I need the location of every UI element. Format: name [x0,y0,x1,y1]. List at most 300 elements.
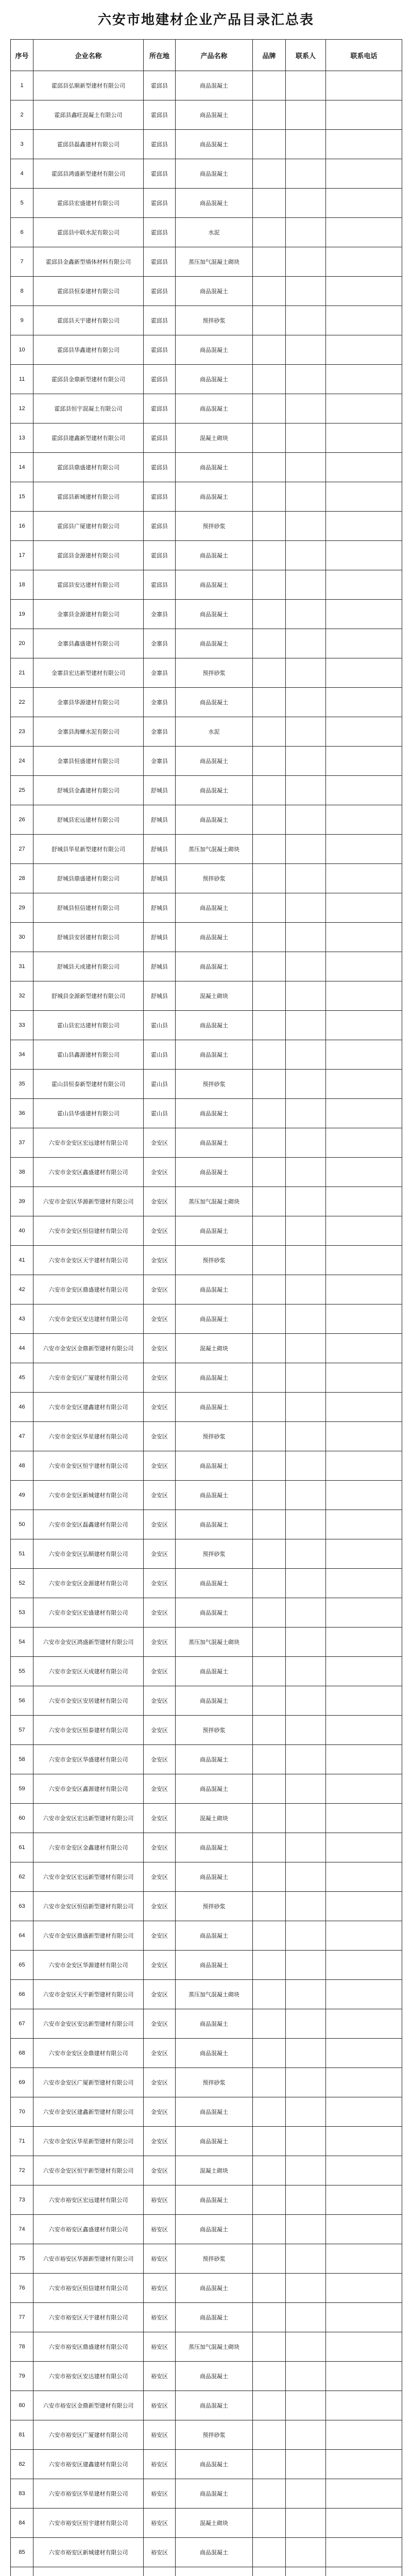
cell-brand [253,2244,286,2274]
cell-no: 50 [11,1510,33,1539]
page-title: 六安市地建材企业产品目录汇总表 [97,12,314,27]
table-row [11,1363,402,1393]
cell-product: 水泥 [176,717,253,747]
cell-phone [326,1745,402,1774]
cell-contact [286,1128,326,1158]
cell-no: 14 [11,453,33,482]
cell-area: 霍山县 [144,1099,176,1128]
cell-product: 商品混凝土 [176,1774,253,1804]
cell-contact [286,1833,326,1862]
table-row [11,1040,402,1070]
cell-phone [326,218,402,247]
cell-phone [326,71,402,100]
cell-no: 34 [11,1040,33,1070]
cell-brand [253,835,286,864]
table-row [11,335,402,365]
cell-area: 金安区 [144,1980,176,2009]
cell-no: 18 [11,570,33,600]
cell-product: 商品混凝土 [176,482,253,512]
cell-phone [326,2068,402,2097]
cell-no: 79 [11,2362,33,2391]
cell-brand [253,1980,286,2009]
cell-phone [326,1980,402,2009]
cell-company: 六安市金安区恒信建材有限公司 [33,1216,144,1246]
cell-company: 六安市裕安区宏远建材有限公司 [33,2185,144,2215]
cell-no: 3 [11,130,33,159]
cell-area: 霍邱县 [144,130,176,159]
cell-company: 金寨县金源建材有限公司 [33,600,144,629]
cell-company: 六安市金安区鑫盛建材有限公司 [33,1158,144,1187]
table-row [11,2039,402,2068]
cell-product: 商品混凝土 [176,1921,253,1951]
cell-brand [253,1598,286,1628]
cell-contact [286,2509,326,2538]
cell-no: 58 [11,1745,33,1774]
cell-contact [286,2156,326,2185]
cell-company: 霍邱县宏盛建材有限公司 [33,189,144,218]
cell-brand [253,159,286,189]
cell-company: 舒城县天成建材有限公司 [33,952,144,981]
cell-brand [253,218,286,247]
cell-company: 六安市金安区广厦新型建材有限公司 [33,2068,144,2097]
header-brand: 品牌 [253,40,286,71]
cell-company: 霍山县鑫源建材有限公司 [33,1040,144,1070]
cell-no: 83 [11,2479,33,2509]
cell-contact [286,1686,326,1716]
cell-area: 裕安区 [144,2244,176,2274]
cell-no: 57 [11,1716,33,1745]
cell-product: 商品混凝土 [176,394,253,423]
cell-product: 预拌砂浆 [176,1246,253,1275]
cell-area: 金安区 [144,1921,176,1951]
cell-area: 霍邱县 [144,512,176,541]
cell-no: 23 [11,717,33,747]
header-phone: 联系电话 [326,40,402,71]
cell-product: 商品混凝土 [176,1275,253,1304]
cell-product: 商品混凝土 [176,1598,253,1628]
cell-phone [326,600,402,629]
cell-phone [326,952,402,981]
cell-contact [286,864,326,893]
cell-product: 商品混凝土 [176,688,253,717]
cell-phone [326,864,402,893]
cell-company: 六安市裕安区天宇建材有限公司 [33,2303,144,2332]
cell-area: 金安区 [144,1774,176,1804]
cell-product: 商品混凝土 [176,1569,253,1598]
cell-no: 49 [11,1481,33,1510]
cell-area: 霍邱县 [144,482,176,512]
cell-company: 六安市金安区天宇新型建材有限公司 [33,1980,144,2009]
cell-company: 六安市金安区鸿盛新型建材有限公司 [33,1628,144,1657]
cell-area: 金安区 [144,1363,176,1393]
cell-company: 六安市金安区广厦建材有限公司 [33,1363,144,1393]
cell-brand [253,1774,286,1804]
catalog-table [10,39,402,2576]
table-row [11,130,402,159]
cell-phone [326,1804,402,1833]
cell-phone [326,306,402,335]
cell-brand [253,2303,286,2332]
cell-company: 舒城县宏远建材有限公司 [33,805,144,835]
table-row [11,512,402,541]
cell-brand [253,747,286,776]
cell-brand [253,2039,286,2068]
cell-brand [253,1628,286,1657]
cell-contact [286,1158,326,1187]
table-row [11,159,402,189]
cell-no: 51 [11,1539,33,1569]
cell-area: 金安区 [144,1128,176,1158]
cell-contact [286,2068,326,2097]
cell-brand [253,365,286,394]
cell-phone [326,2391,402,2420]
cell-area: 裕安区 [144,2479,176,2509]
cell-area: 舒城县 [144,835,176,864]
cell-no: 24 [11,747,33,776]
cell-brand [253,1040,286,1070]
cell-no: 43 [11,1304,33,1334]
cell-no: 61 [11,1833,33,1862]
cell-brand [253,2068,286,2097]
cell-no: 85 [11,2538,33,2567]
cell-brand [253,1569,286,1598]
table-row [11,1833,402,1862]
cell-no: 65 [11,1951,33,1980]
cell-contact [286,1951,326,1980]
cell-contact [286,893,326,923]
cell-phone [326,835,402,864]
cell-no: 38 [11,1158,33,1187]
cell-product: 商品混凝土 [176,1833,253,1862]
cell-contact [286,1040,326,1070]
cell-company: 六安市金安区恒宇建材有限公司 [33,1451,144,1481]
cell-company: 六安市金安区安达建材有限公司 [33,1304,144,1334]
cell-area: 舒城县 [144,805,176,835]
cell-brand [253,1422,286,1451]
cell-product: 商品混凝土 [176,952,253,981]
cell-company: 霍邱县磊鑫建材有限公司 [33,130,144,159]
cell-company: 六安市金安区华盛建材有限公司 [33,1745,144,1774]
cell-brand [253,306,286,335]
cell-product: 商品混凝土 [176,1216,253,1246]
table-row [11,1774,402,1804]
table-row [11,1921,402,1951]
cell-no: 72 [11,2156,33,2185]
cell-product: 商品混凝土 [176,776,253,805]
table-row [11,1951,402,1980]
cell-company: 金寨县华源建材有限公司 [33,688,144,717]
cell-phone [326,2097,402,2127]
table-row [11,2479,402,2509]
cell-area: 金安区 [144,1716,176,1745]
cell-contact [286,1304,326,1334]
cell-product: 商品混凝土 [176,1011,253,1040]
cell-brand [253,2450,286,2479]
cell-phone [326,1304,402,1334]
cell-brand [253,423,286,453]
cell-company: 舒城县恒信建材有限公司 [33,893,144,923]
cell-company: 六安市金安区恒信新型建材有限公司 [33,1892,144,1921]
cell-phone [326,1363,402,1393]
cell-no: 53 [11,1598,33,1628]
table-row [11,2244,402,2274]
cell-product: 商品混凝土 [176,453,253,482]
cell-product: 混凝土砌块 [176,1334,253,1363]
cell-phone [326,2332,402,2362]
cell-no: 21 [11,658,33,688]
cell-contact [286,2538,326,2567]
cell-company: 霍邱县弘顺新型建材有限公司 [33,71,144,100]
cell-product: 商品混凝土 [176,2538,253,2567]
cell-phone [326,100,402,130]
cell-phone [326,541,402,570]
header-area: 所在地 [144,40,176,71]
cell-contact [286,2332,326,2362]
cell-contact [286,71,326,100]
cell-phone [326,512,402,541]
cell-brand [253,864,286,893]
cell-area: 金寨县 [144,688,176,717]
cell-company: 六安市金安区华源建材有限公司 [33,1951,144,1980]
table-row [11,1070,402,1099]
cell-company: 六安市金安区安居建材有限公司 [33,1686,144,1716]
cell-contact [286,629,326,658]
cell-phone [326,1275,402,1304]
cell-phone [326,1539,402,1569]
cell-area: 裕安区 [144,2509,176,2538]
cell-area: 金寨县 [144,747,176,776]
table-row [11,1804,402,1833]
table-row [11,2274,402,2303]
table-row [11,1099,402,1128]
cell-brand [253,1216,286,1246]
cell-area: 金安区 [144,2127,176,2156]
cell-area: 金安区 [144,1862,176,1892]
cell-area: 金寨县 [144,600,176,629]
cell-area: 舒城县 [144,893,176,923]
cell-no: 46 [11,1393,33,1422]
cell-company: 霍邱县金鼎新型建材有限公司 [33,365,144,394]
table-row [11,2332,402,2362]
cell-no: 63 [11,1892,33,1921]
cell-contact [286,335,326,365]
cell-product: 蒸压加气混凝土砌块 [176,835,253,864]
cell-brand [253,952,286,981]
cell-phone [326,1246,402,1275]
cell-no: 17 [11,541,33,570]
cell-phone [326,776,402,805]
cell-phone [326,1040,402,1070]
cell-brand [253,1539,286,1569]
cell-brand [253,1070,286,1099]
cell-phone [326,1716,402,1745]
cell-contact [286,1862,326,1892]
cell-contact [286,952,326,981]
cell-company: 六安市金安区磊鑫建材有限公司 [33,1510,144,1539]
cell-phone [326,2185,402,2215]
table-row [11,1393,402,1422]
cell-phone [326,658,402,688]
cell-area: 霍邱县 [144,247,176,277]
cell-product: 商品混凝土 [176,893,253,923]
cell-phone [326,1686,402,1716]
table-row [11,1569,402,1598]
cell-area: 霍邱县 [144,218,176,247]
cell-area: 舒城县 [144,864,176,893]
cell-no: 64 [11,1921,33,1951]
header-row [11,40,402,71]
cell-product: 商品混凝土 [176,600,253,629]
cell-product [176,2567,253,2576]
cell-no: 60 [11,1804,33,1833]
cell-company: 六安市裕安区广厦建材有限公司 [33,2420,144,2450]
cell-product: 蒸压加气混凝土砌块 [176,1187,253,1216]
cell-area: 金安区 [144,1745,176,1774]
cell-product: 商品混凝土 [176,2274,253,2303]
cell-company: 霍山县宏达建材有限公司 [33,1011,144,1040]
cell-phone [326,482,402,512]
cell-phone [326,189,402,218]
cell-brand [253,1862,286,1892]
cell-area: 霍邱县 [144,189,176,218]
cell-product: 预拌砂浆 [176,2244,253,2274]
table-row [11,717,402,747]
table-row [11,1334,402,1363]
cell-no: 39 [11,1187,33,1216]
cell-phone [326,130,402,159]
cell-product: 混凝土砌块 [176,2509,253,2538]
cell-area: 金安区 [144,2097,176,2127]
cell-company: 六安市裕安区金鼎新型建材有限公司 [33,2391,144,2420]
table-row [11,1275,402,1304]
cell-brand [253,570,286,600]
cell-contact [286,835,326,864]
cell-no: 62 [11,1862,33,1892]
cell-brand [253,100,286,130]
cell-product: 商品混凝土 [176,130,253,159]
cell-area: 霍邱县 [144,570,176,600]
cell-contact [286,805,326,835]
cell-phone [326,1158,402,1187]
cell-product: 商品混凝土 [176,1393,253,1422]
cell-area: 舒城县 [144,981,176,1011]
cell-company: 舒城县安居建材有限公司 [33,923,144,952]
table-row [11,1481,402,1510]
cell-brand [253,2127,286,2156]
table-row [11,981,402,1011]
cell-brand [253,600,286,629]
cell-area: 金安区 [144,1686,176,1716]
cell-product: 商品混凝土 [176,159,253,189]
cell-brand [253,2332,286,2362]
cell-no: 80 [11,2391,33,2420]
cell-brand [253,1510,286,1539]
cell-brand [253,394,286,423]
cell-company: 六安市金安区弘顺建材有限公司 [33,1539,144,1569]
cell-area: 霍邱县 [144,394,176,423]
cell-company: 舒城县金源新型建材有限公司 [33,981,144,1011]
cell-company: 霍邱县鑫旺混凝土有限公司 [33,100,144,130]
cell-area: 霍山县 [144,1040,176,1070]
cell-contact [286,130,326,159]
cell-brand [253,453,286,482]
table-row [11,541,402,570]
cell-product: 商品混凝土 [176,805,253,835]
cell-company: 霍山县华盛建材有限公司 [33,1099,144,1128]
cell-area: 金安区 [144,1481,176,1510]
cell-area: 金安区 [144,2156,176,2185]
cell-brand [253,2097,286,2127]
cell-contact [286,1187,326,1216]
cell-no: 45 [11,1363,33,1393]
cell-phone [326,2538,402,2567]
cell-contact [286,1745,326,1774]
table-row [11,306,402,335]
table-row [11,1862,402,1892]
cell-contact [286,600,326,629]
cell-no: 11 [11,365,33,394]
cell-contact [286,159,326,189]
cell-brand [253,981,286,1011]
table-row [11,1187,402,1216]
cell-area [144,2567,176,2576]
cell-area: 金安区 [144,1158,176,1187]
cell-no: 10 [11,335,33,365]
table-row [11,423,402,453]
cell-no: 44 [11,1334,33,1363]
cell-product: 混凝土砌块 [176,423,253,453]
cell-product: 商品混凝土 [176,2009,253,2039]
cell-no: 7 [11,247,33,277]
cell-contact [286,1070,326,1099]
cell-brand [253,1363,286,1393]
table-row [11,218,402,247]
cell-contact [286,2274,326,2303]
table-row [11,1510,402,1539]
cell-area: 裕安区 [144,2538,176,2567]
cell-company: 六安市金安区天成建材有限公司 [33,1657,144,1686]
cell-no: 69 [11,2068,33,2097]
cell-no: 42 [11,1275,33,1304]
cell-company: 霍邱县金源建材有限公司 [33,541,144,570]
cell-product: 商品混凝土 [176,335,253,365]
cell-phone [326,1216,402,1246]
cell-brand [253,893,286,923]
cell-company: 六安市金安区宏远建材有限公司 [33,1128,144,1158]
cell-product: 商品混凝土 [176,541,253,570]
table-row [11,1422,402,1451]
cell-contact [286,1393,326,1422]
cell-area: 金安区 [144,1569,176,1598]
cell-phone [326,365,402,394]
cell-no: 56 [11,1686,33,1716]
cell-brand [253,130,286,159]
cell-brand [253,1158,286,1187]
cell-phone [326,394,402,423]
table-row [11,2567,402,2576]
cell-phone [326,570,402,600]
cell-company: 舒城县金鑫建材有限公司 [33,776,144,805]
cell-phone [326,453,402,482]
cell-phone [326,2362,402,2391]
cell-phone [326,247,402,277]
cell-contact [286,1011,326,1040]
cell-phone [326,277,402,306]
cell-no: 25 [11,776,33,805]
cell-contact [286,1216,326,1246]
cell-brand [253,1833,286,1862]
cell-brand [253,1187,286,1216]
